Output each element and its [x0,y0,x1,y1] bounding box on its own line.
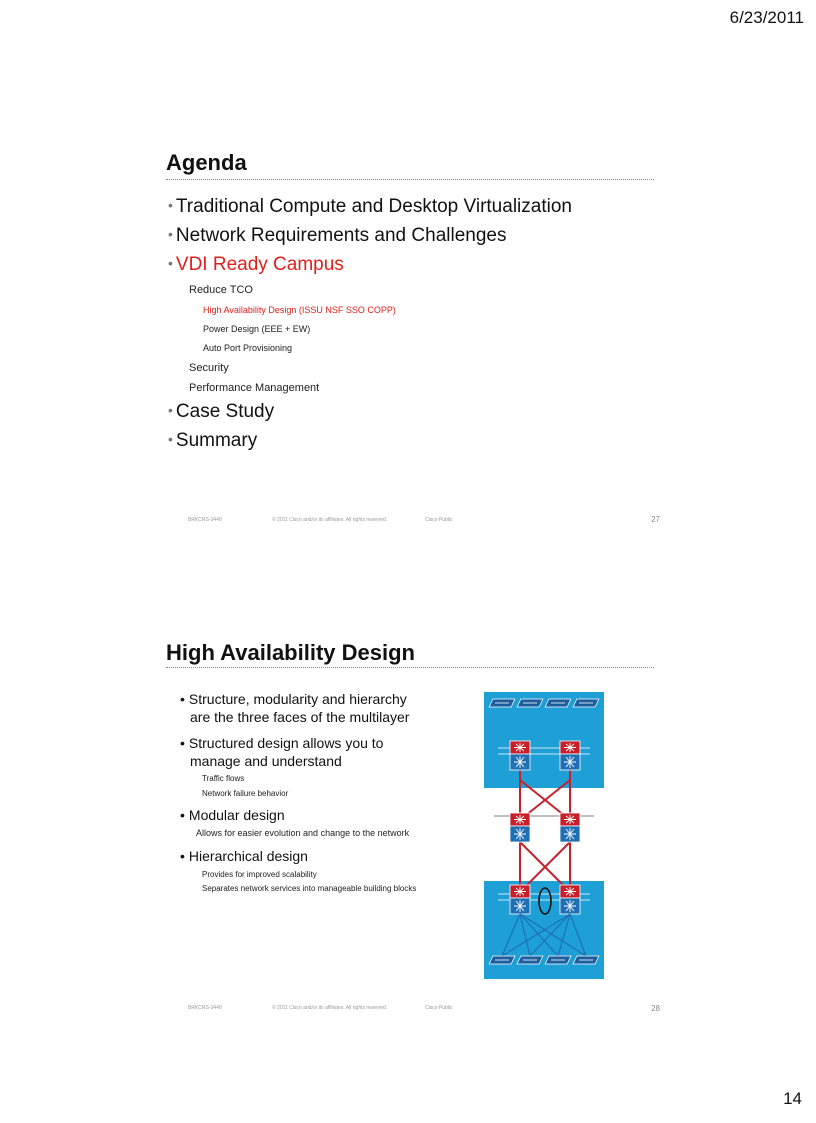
bullet-network-requirements: • Network Requirements and Challenges [168,225,507,246]
slide-agenda [160,140,660,530]
sub-high-availability: High Availability Design (ISSU NSF SSO COPP) [203,305,396,315]
bullet-modular-design: • Modular design [180,807,285,823]
sub-security: Security [189,362,229,374]
footer-code: BRKCRS-3449 [188,517,222,523]
slide-number: 27 [651,515,660,524]
title-divider [166,667,654,668]
sub-failure-behavior: Network failure behavior [202,789,289,798]
bullet-hierarchical-design: • Hierarchical design [180,848,308,864]
footer-copyright: © 2011 Cisco and/or its affiliates. All rights reserved. [272,1005,388,1011]
sub-performance: Performance Management [189,382,320,394]
footer-copyright: © 2011 Cisco and/or its affiliates. All rights reserved. [272,517,388,523]
bullet-vdi-ready-campus: • VDI Ready Campus [168,254,344,275]
slide-number: 28 [651,1004,660,1013]
footer-classification: Cisco Public [425,517,453,523]
sub-building-blocks: Separates network services into manageable building blocks [202,884,417,893]
page-number: 14 [783,1089,802,1108]
footer-code: BRKCRS-3449 [188,1005,222,1011]
sub-reduce-tco: Reduce TCO [189,284,253,296]
bullet-structure: • Structure, modularity and hierarchy are the three faces of the multilayer [180,691,410,725]
sub-traffic-flows: Traffic flows [202,774,245,783]
network-hierarchy-diagram [484,692,604,979]
title-divider [166,179,654,180]
sub-modular-evolution: Allows for easier evolution and change to the network [196,828,410,838]
sub-scalability: Provides for improved scalability [202,870,317,879]
page-date: 6/23/2011 [729,8,804,27]
slide-title: High Availability Design [166,640,415,665]
bullet-case-study: • Case Study [168,401,275,422]
sub-power-design: Power Design (EEE + EW) [203,324,311,334]
bullet-summary: • Summary [168,430,258,451]
slide-title: Agenda [166,150,247,175]
bullet-traditional-compute: • Traditional Compute and Desktop Virtualization [168,196,572,217]
bullet-structured-design: • Structured design allows you to manage and understand [180,735,384,769]
sub-auto-port: Auto Port Provisioning [203,343,293,353]
footer-classification: Cisco Public [425,1005,453,1011]
